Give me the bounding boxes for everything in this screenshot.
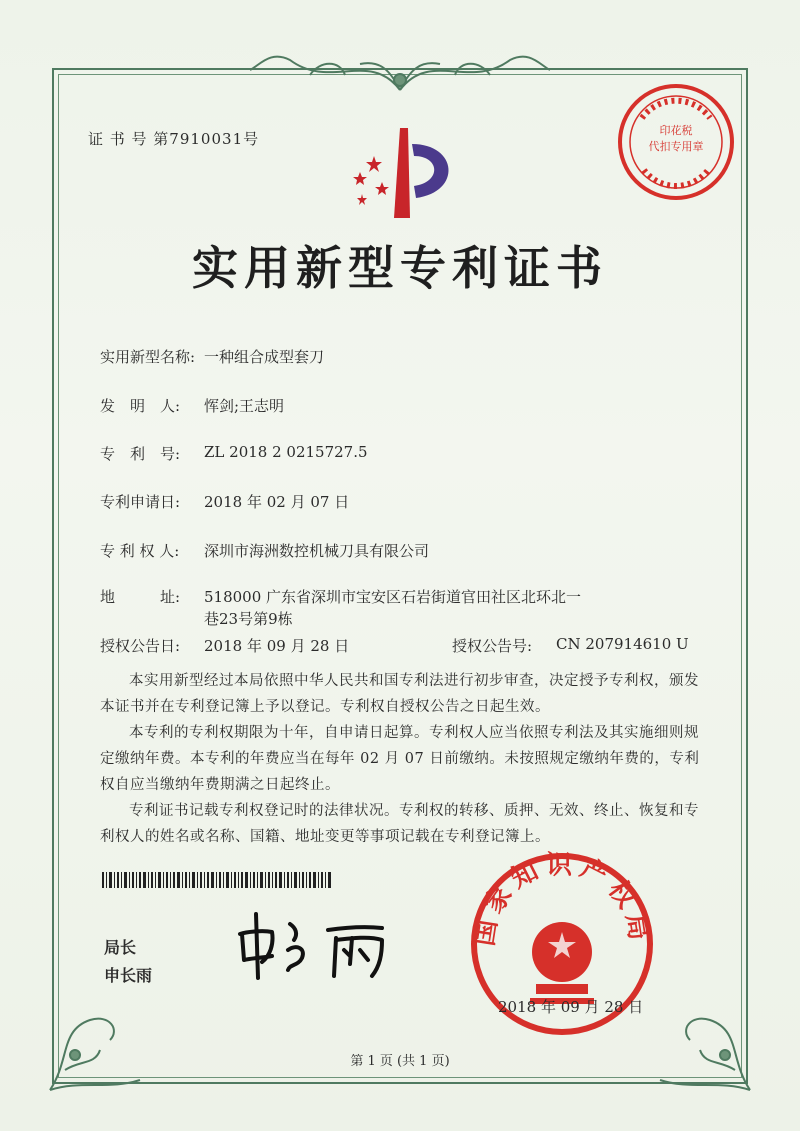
field-label: 发 明 人: [100, 397, 181, 415]
svg-text:印花税: 印花税 [659, 124, 693, 137]
issue-date: 2018 年 09 月 28 日 [498, 998, 644, 1016]
barcode-icon [102, 872, 332, 888]
svg-text:国家知识产权局: 国家知识产权局 [469, 850, 655, 949]
field-label: 专 利 号: [100, 445, 181, 463]
field-value: ZL 2018 2 0215727.5 [204, 443, 368, 461]
field-value: 恽剑;王志明 [204, 397, 285, 415]
announcement-number: CN 207914610 U [556, 635, 689, 653]
field-address [0, 586, 800, 634]
field-value: 2018 年 02 月 07 日 [204, 493, 350, 511]
field-label: 专 利 权 人: [100, 542, 180, 560]
tax-stamp-icon [614, 80, 738, 204]
field-value: 2018 年 09 月 28 日 [204, 637, 350, 655]
signature-icon [232, 904, 412, 984]
field-label: 地 址: [100, 588, 181, 606]
field-label: 授权公告日: [100, 637, 181, 655]
paragraph-grant-statement: 本实用新型经过本局依照中华人民共和国专利法进行初步审查，决定授予专利权，颁发本证书并在专利登记簿上予以登记。专利权自授权公告之日起生效。 [100, 673, 699, 715]
certificate-number: 证 书 号 第7910031号 [88, 130, 260, 148]
paragraph-term-statement: 本专利的专利权期限为十年，自申请日起算。专利权人应当依照专利法及其实施细则规定缴纳年费。本专利的年费应当在每年 02 月 07 日前缴纳。未按照规定缴纳年费的，专利权自应当缴纳年费期满之日起终止。 [100, 725, 700, 793]
ornament-top-icon [250, 40, 550, 100]
field-value: 518000 广东省深圳市宝安区石岩街道官田社区北环北一 [204, 588, 582, 606]
announcement-label: 授权公告号: [452, 637, 533, 655]
signatory-name: 申长雨 [104, 966, 153, 985]
svg-text:代扣专用章: 代扣专用章 [648, 140, 704, 153]
field-value: 一种组合成型套刀 [204, 348, 325, 366]
paragraph-legal-status: 专利证书记载专利权登记时的法律状况。专利权的转移、质押、无效、终止、恢复和专利权人的姓名或名称、国籍、地址变更等事项记载在专利登记簿上。 [100, 803, 699, 845]
page-number: 第 1 页 (共 1 页) [350, 1054, 450, 1069]
field-label: 实用新型名称: [100, 348, 196, 366]
field-value-line2: 巷23号第9栋 [204, 610, 293, 628]
certificate-title: 实用新型专利证书 [192, 241, 608, 295]
signatory-title: 局长 [104, 938, 137, 957]
field-label: 专利申请日: [100, 493, 181, 511]
field-value: 深圳市海洲数控机械刀具有限公司 [204, 542, 430, 560]
sipo-logo-icon [338, 122, 468, 222]
